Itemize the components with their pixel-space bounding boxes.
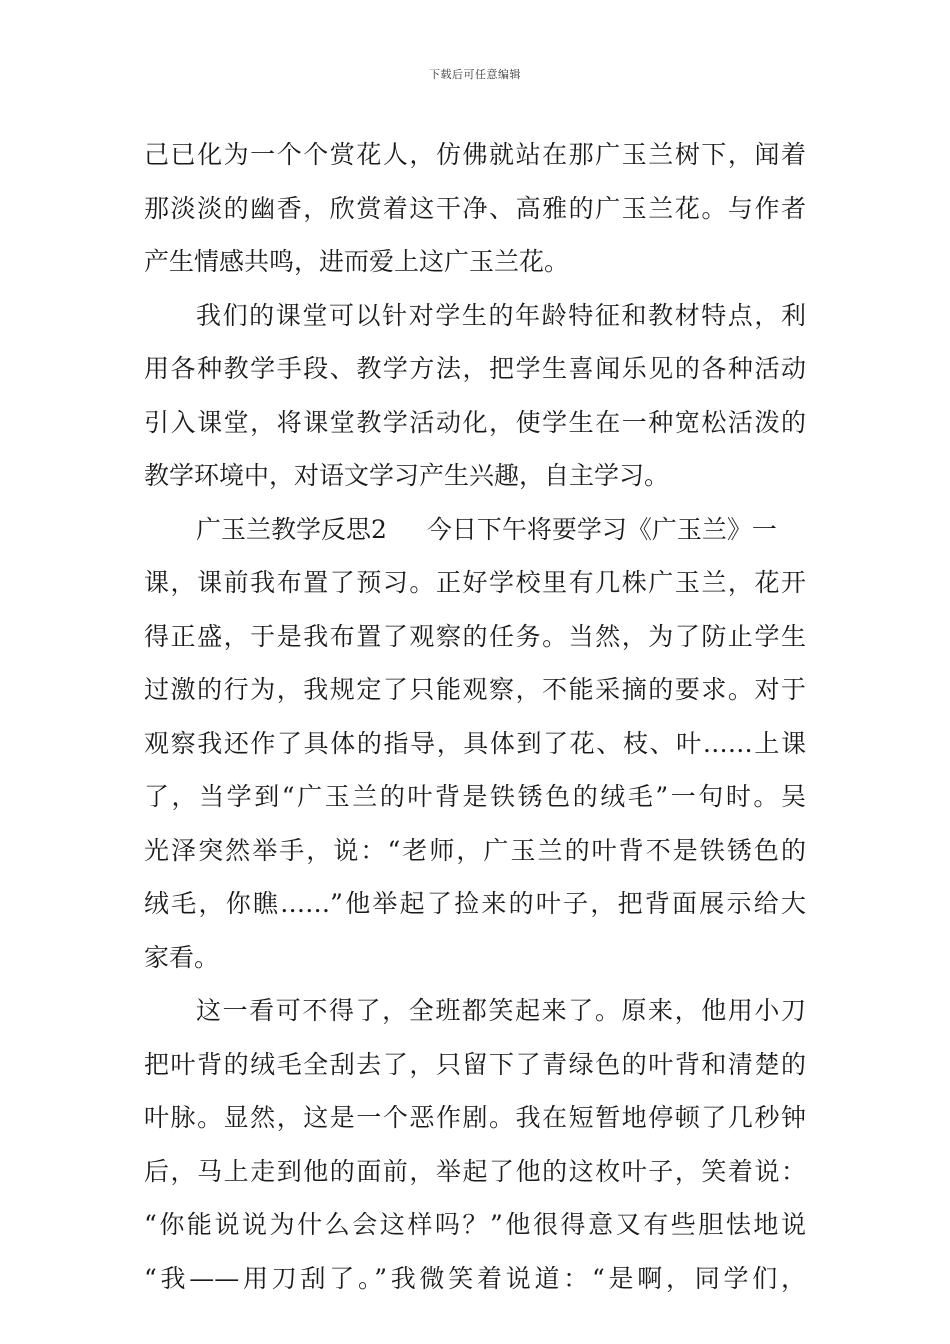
text-line: 产生情感共鸣，进而爱上这广玉兰花。 [144,247,570,276]
text-line: “我——用刀刮了。”我微笑着说道：“是啊，同学们， [144,1263,806,1293]
paragraph [144,503,806,985]
text-line: 了，当学到“广玉兰的叶背是铁锈色的绒毛”一句时。吴 [144,782,806,811]
text-span: 今日下午将要学习《广玉兰》一 [426,514,777,544]
paragraph [144,128,806,289]
section-heading: 广玉兰教学反思2 [196,514,387,544]
text-line: 课，课前我布置了预习。正好学校里有几株广玉兰，花开 [144,568,806,597]
text-line: 教学环境中，对语文学习产生兴趣，自主学习。 [144,461,670,490]
text-line: 观察我还作了具体的指导，具体到了花、枝、叶……上课 [144,728,806,758]
text-line [144,503,806,557]
text-line: 过激的行为，我规定了只能观察，不能采摘的要求。对于 [144,675,806,704]
text-line: 绒毛，你瞧……”他举起了捡来的叶子，把背面展示给大 [144,889,806,918]
text-line: 己已化为一个个赏花人，仿佛就站在那广玉兰树下，闻着 [144,140,806,169]
text-line: 叶脉。显然，这是一个恶作剧。我在短暂地停顿了几秒钟 [144,1103,806,1132]
text-line: 引入课堂，将课堂教学活动化，使学生在一种宽松活泼的 [144,407,806,437]
text-line: 那淡淡的幽香，欣赏着这干净、高雅的广玉兰花。与作者 [144,193,806,223]
text-line: 得正盛，于是我布置了观察的任务。当然，为了防止学生 [144,621,806,651]
page-header: 下载后可任意编辑 [429,68,521,81]
paragraph [144,984,806,1305]
text-line: 我们的课堂可以针对学生的年龄特征和教材特点，利 [196,300,806,330]
text-line: 光泽突然举手，说：“老师，广玉兰的叶背不是铁锈色的 [144,835,806,865]
text-line: 这一看可不得了，全班都笑起来了。原来，他用小刀 [196,996,806,1025]
text-line: 后，马上走到他的面前，举起了他的这枚叶子，笑着说： [144,1156,806,1186]
document-body [144,128,806,1305]
text-line: 用各种教学手段、教学方法，把学生喜闻乐见的各种活动 [144,354,806,383]
text-line: 家看。 [144,942,220,972]
text-line: 把叶背的绒毛全刮去了，只留下了青绿色的叶背和清楚的 [144,1049,806,1079]
text-line: “你能说说为什么会这样吗？”他很得意又有些胆怯地说 [144,1210,806,1239]
paragraph [144,289,806,503]
